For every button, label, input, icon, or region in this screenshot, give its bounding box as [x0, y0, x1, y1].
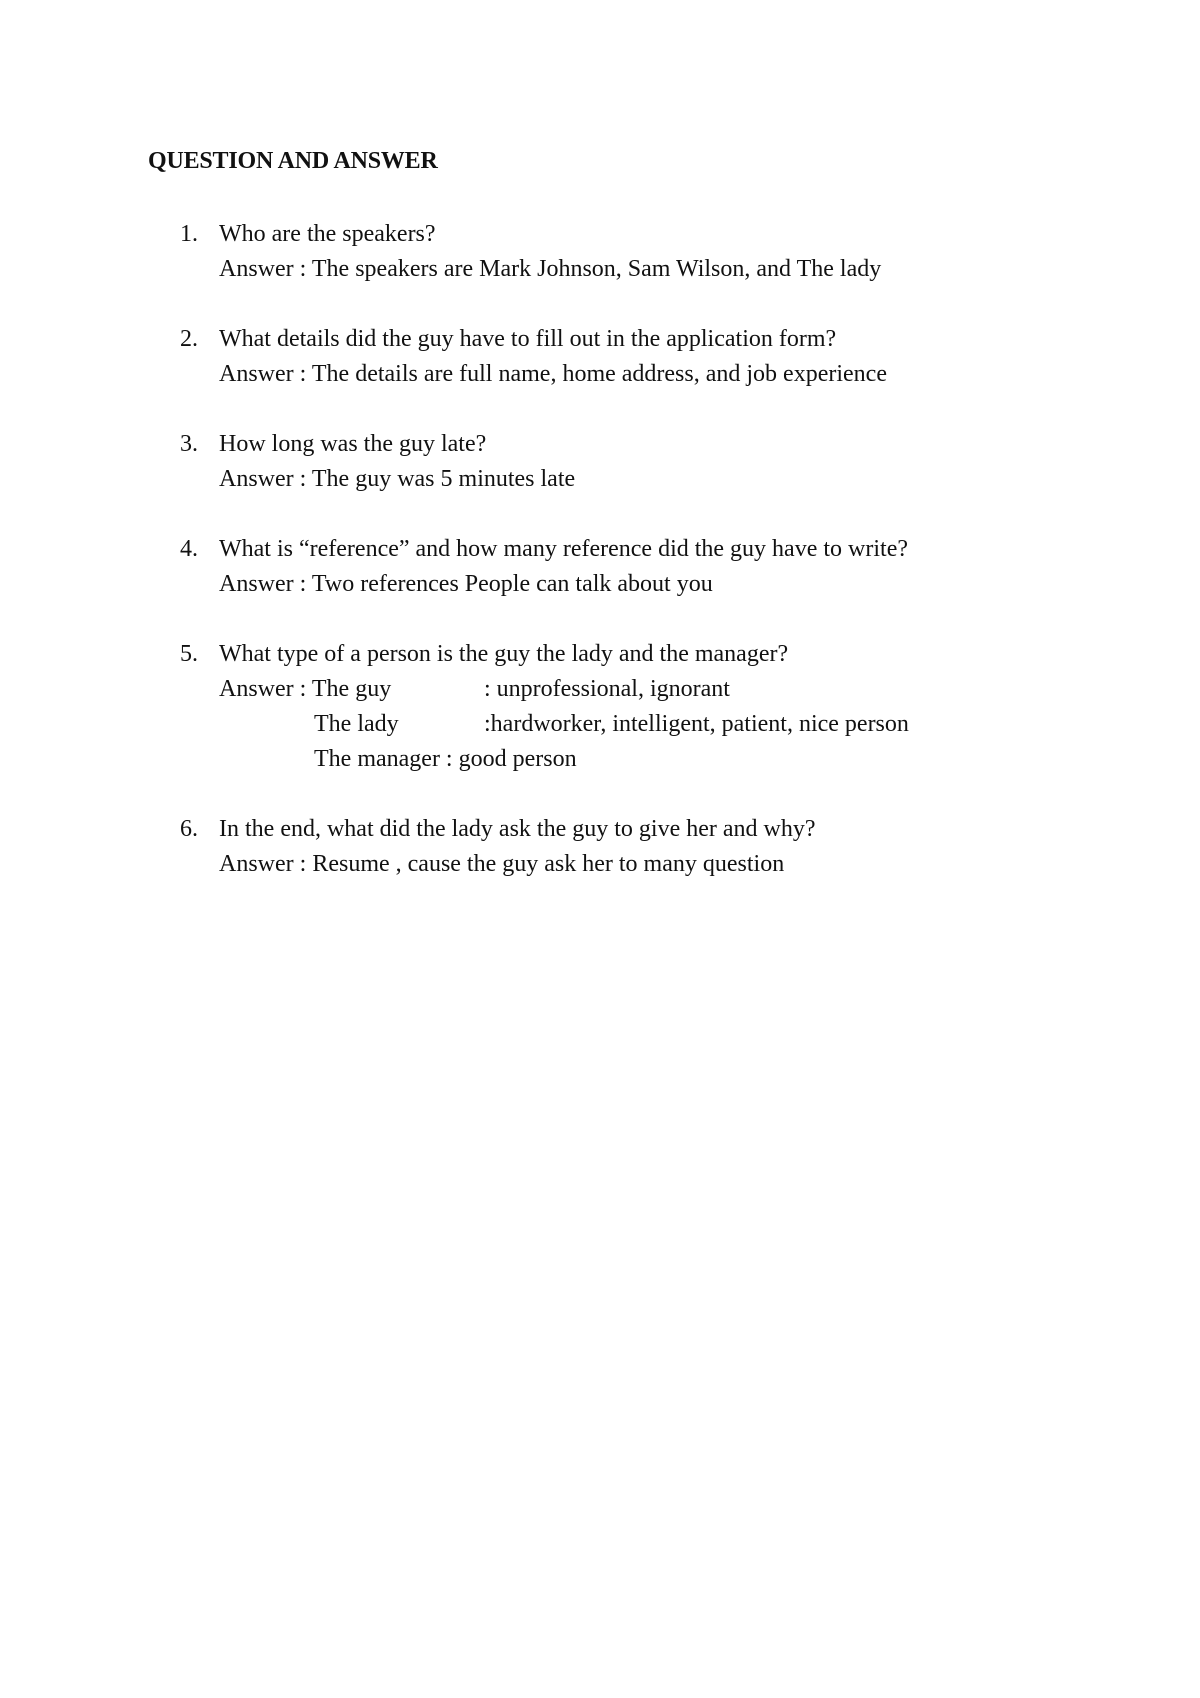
- answer-desc: : unprofessional, ignorant: [484, 676, 730, 702]
- answer-prefix: Answer : The guy: [219, 676, 392, 702]
- qa-item-4: [180, 532, 908, 602]
- answer-row-manager: [180, 742, 788, 777]
- item-number: 1.: [180, 221, 198, 247]
- item-number: 5.: [180, 641, 198, 667]
- answer-who: The manager : good person: [314, 746, 577, 772]
- item-number: 6.: [180, 816, 198, 842]
- answer-who: The lady: [314, 711, 399, 737]
- qa-item-2: [180, 322, 887, 392]
- question-text: What type of a person is the guy the lady and the manager?: [219, 641, 789, 667]
- question-text: What details did the guy have to fill out in the application form?: [219, 326, 837, 352]
- qa-item-1: [180, 217, 881, 287]
- answer-text: Answer : Resume , cause the guy ask her to many question: [219, 851, 785, 877]
- answer-desc: :hardworker, intelligent, patient, nice person: [484, 711, 909, 737]
- question-text: How long was the guy late?: [219, 431, 487, 457]
- answer-text: Answer : The speakers are Mark Johnson, Sam Wilson, and The lady: [219, 256, 882, 282]
- qa-item-5: [180, 637, 909, 777]
- answer-row-lady: [180, 707, 909, 742]
- item-number: 4.: [180, 536, 198, 562]
- question-text: In the end, what did the lady ask the guy to give her and why?: [219, 816, 816, 842]
- answer-text: Answer : The details are full name, home address, and job experience: [219, 361, 887, 387]
- answer-row-guy: [180, 672, 788, 707]
- item-number: 2.: [180, 326, 198, 352]
- document-title: QUESTION AND ANSWER: [148, 148, 438, 174]
- question-text: Who are the speakers?: [219, 221, 436, 247]
- answer-text: Answer : Two references People can talk about you: [219, 571, 713, 597]
- item-number: 3.: [180, 431, 198, 457]
- qa-item-6: [180, 812, 816, 882]
- question-text: What is “reference” and how many reference did the guy have to write?: [219, 536, 908, 562]
- answer-text: Answer : The guy was 5 minutes late: [219, 466, 576, 492]
- qa-item-3: [180, 427, 575, 497]
